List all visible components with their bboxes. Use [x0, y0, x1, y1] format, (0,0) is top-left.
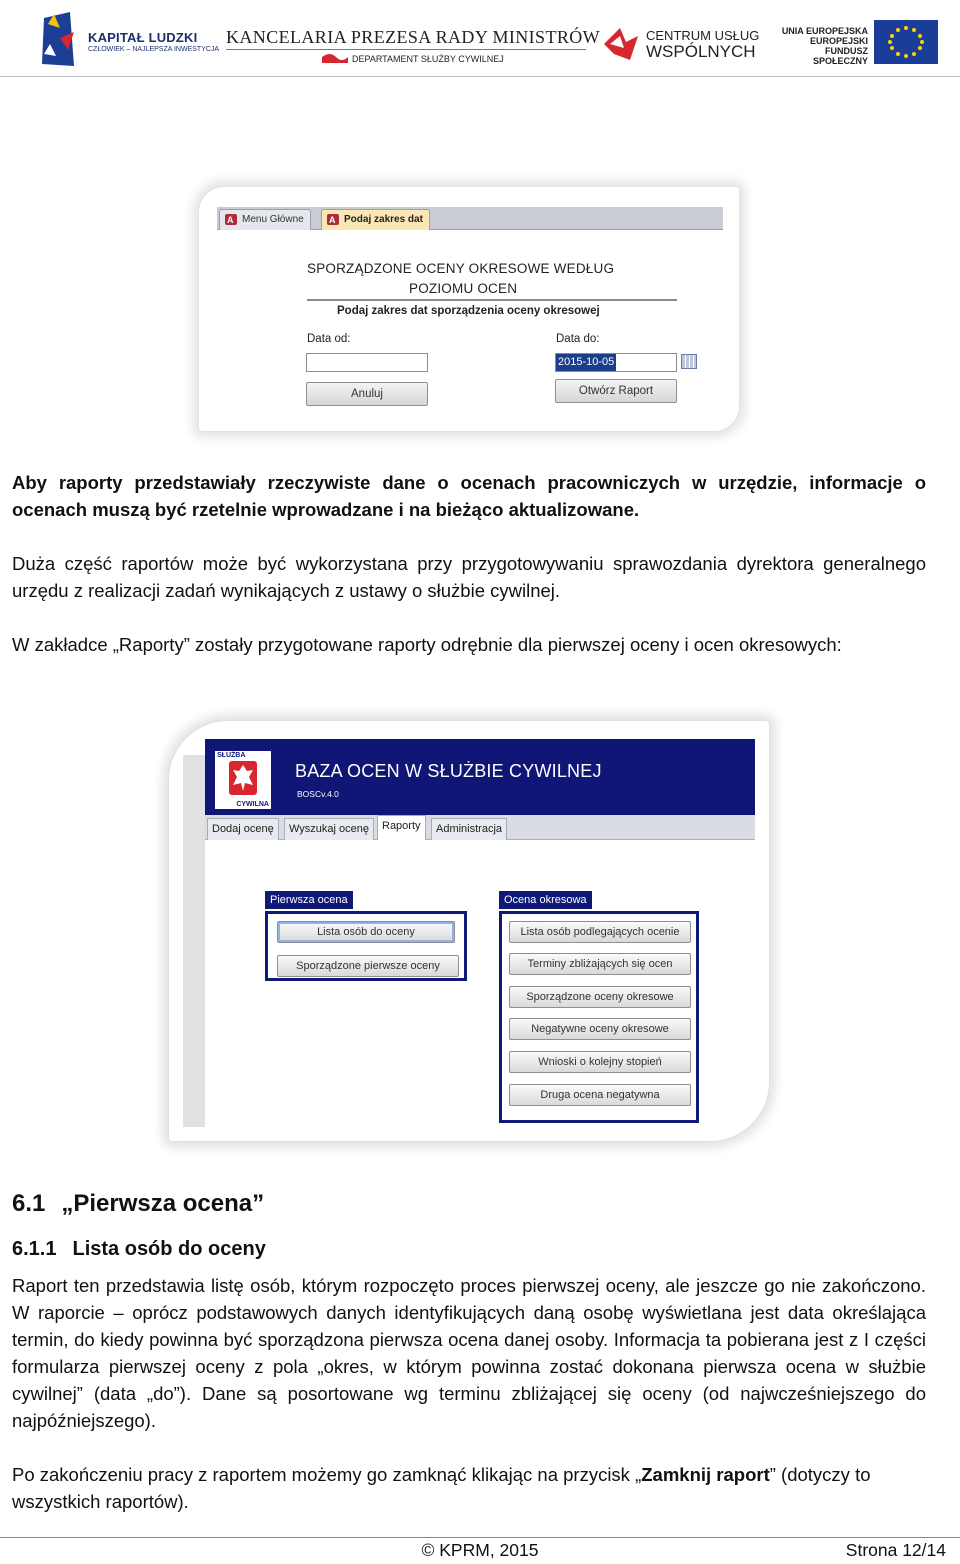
title-divider [307, 299, 677, 301]
logo-bottom-text: CYWILNA [236, 801, 269, 808]
eu-flag-icon [874, 20, 938, 64]
sporzadzone-oceny-okresowe-button[interactable]: Sporządzone oceny okresowe [509, 986, 691, 1008]
report-date-range-screenshot [198, 186, 740, 432]
date-from-label: Data od: [307, 333, 351, 345]
ue-line1: UNIA EUROPEJSKA [781, 26, 868, 36]
cuw-line2: WSPÓLNYCH [646, 42, 756, 61]
close-report-text-after: ” (dotyczy to wszystkich raportów). [12, 1464, 871, 1512]
terminy-zblizajacych-sie-ocen-button[interactable]: Terminy zbliżających się ocen [509, 953, 691, 975]
kprm-title: KANCELARIA PREZESA RADY MINISTRÓW [226, 27, 601, 47]
app-title: BAZA OCEN W SŁUŻBIE CYWILNEJ [295, 761, 602, 781]
ue-line2: EUROPEJSKI [809, 36, 868, 46]
date-to-value: 2015-10-05 [556, 354, 616, 371]
calendar-icon[interactable] [681, 354, 697, 369]
sluzba-cywilna-logo [213, 749, 273, 811]
paragraph-reports-usage: Duża część raportów może być wykorzystana przy przygotowywaniu sprawozdania dyrektora generalnego urzędu z realizacji zadań wynikających z ustawy o służbie cywilnej. [12, 553, 926, 601]
report-title [307, 259, 667, 299]
report-title-line1: SPORZĄDZONE OCENY OKRESOWE WEDŁUG [307, 261, 615, 276]
dsc-title: DEPARTAMENT SŁUŻBY CYWILNEJ [352, 54, 504, 64]
cancel-button[interactable]: Anuluj [306, 382, 428, 406]
tab-raporty[interactable]: Raporty [377, 815, 426, 840]
app-tab-bar [205, 815, 755, 840]
eagle-emblem-icon [229, 761, 257, 795]
paragraph-reports-tab: W zakładce „Raporty” zostały przygotowane raporty odrębnie dla pierwszej oceny i ocen okresowych: [12, 634, 842, 655]
tab-bar [217, 207, 723, 230]
tab-dodaj-ocene[interactable]: Dodaj ocenę [207, 818, 279, 840]
ue-line3: FUNDUSZ SPOŁECZNY [812, 46, 868, 66]
open-report-button[interactable]: Otwórz Raport [555, 379, 677, 403]
access-form-icon [225, 214, 237, 225]
footer-page-number: Strona 12/14 [845, 1540, 946, 1560]
footer-divider [0, 1537, 960, 1538]
paragraph-close-report [12, 1461, 926, 1515]
subsection-title: Lista osób do oceny [72, 1238, 266, 1260]
group-pierwsza-ocena-header: Pierwsza ocena [265, 891, 353, 909]
tab-podaj-zakres-dat[interactable] [321, 209, 430, 230]
section-title: „Pierwsza ocena” [61, 1190, 265, 1217]
footer-copyright: © KPRM, 2015 [421, 1540, 539, 1560]
druga-ocena-negatywna-button[interactable]: Druga ocena negatywna [509, 1084, 691, 1106]
subsection-number: 6.1.1 [12, 1238, 57, 1260]
kapital-ludzki-logo-icon [40, 10, 78, 68]
tab-menu-glowne[interactable] [219, 209, 311, 230]
lista-osob-podlegajacych-ocenie-button[interactable]: Lista osób podlegających ocenie [509, 921, 691, 943]
close-report-text-before: Po zakończeniu pracy z raportem możemy go zamknąć klikając na przycisk „ [12, 1464, 642, 1485]
kprm-flag-icon [322, 51, 348, 63]
date-from-input[interactable] [306, 353, 428, 372]
paragraph-report-description: Raport ten przedstawia listę osób, którym rozpoczęto proces pierwszej oceny, ale jeszcze go nie zakończono. W raporcie – oprócz podstawowych danych identyfikujących daną osobę wyświetlana jest data określająca termin, do kiedy powinna być sporządzona pierwsza ocena danej osoby. Informacja ta pobierana jest z I części formularza pierwszej oceny z pola „okres, w którym powinna zostać dokonana pierwsza ocena w służbie cywilnej” (data „do”). Dane są posortowane wg terminu zbliżającej się oceny (od najwcześniejszego do najpóźniejszego). [12, 1275, 926, 1431]
sporzadzone-pierwsze-oceny-button[interactable]: Sporządzone pierwsze oceny [277, 955, 459, 977]
side-strip [183, 755, 205, 1127]
access-form-icon [327, 214, 339, 225]
app-banner [205, 739, 755, 816]
close-report-button-name: Zamknij raport [641, 1464, 770, 1485]
ue-text [770, 26, 868, 66]
subsection-heading [12, 1238, 266, 1261]
lista-osob-do-oceny-button[interactable]: Lista osób do oceny [277, 921, 455, 943]
tab-label: Podaj zakres dat [344, 214, 423, 225]
negatywne-oceny-okresowe-button[interactable]: Negatywne oceny okresowe [509, 1018, 691, 1040]
date-to-label: Data do: [556, 333, 600, 345]
report-subtitle: Podaj zakres dat sporządzenia oceny okresowej [337, 305, 600, 317]
cuw-logo-icon [602, 26, 640, 62]
logo-top-text: SŁUŻBA [217, 752, 246, 759]
date-to-input[interactable] [555, 353, 677, 372]
cuw-line1: CENTRUM USŁUG [646, 28, 760, 43]
kprm-divider [226, 49, 586, 50]
tab-label: Menu Główne [242, 214, 304, 225]
reports-tab-screenshot [168, 720, 770, 1142]
kapital-ludzki-slogan: CZŁOWIEK – NAJLEPSZA INWESTYCJA [88, 46, 220, 53]
tab-administracja[interactable]: Administracja [431, 818, 507, 840]
tab-wyszukaj-ocene[interactable]: Wyszukaj ocenę [284, 818, 374, 840]
paragraph-data-quality: Aby raporty przedstawiały rzeczywiste dane o ocenach pracowniczych w urzędzie, informacje o ocenach muszą być rzetelnie wprowadzane i na bieżąco aktualizowane. [12, 472, 926, 520]
section-number: 6.1 [12, 1190, 46, 1217]
app-version: BOSCv.4.0 [297, 789, 339, 799]
group-ocena-okresowa-header: Ocena okresowa [499, 891, 592, 909]
page-header [0, 0, 960, 77]
wnioski-o-kolejny-stopien-button[interactable]: Wnioski o kolejny stopień [509, 1051, 691, 1073]
report-title-line2: POZIOMU OCEN [409, 281, 518, 296]
section-heading [12, 1190, 264, 1218]
kapital-ludzki-title: KAPITAŁ LUDZKI [88, 30, 198, 45]
